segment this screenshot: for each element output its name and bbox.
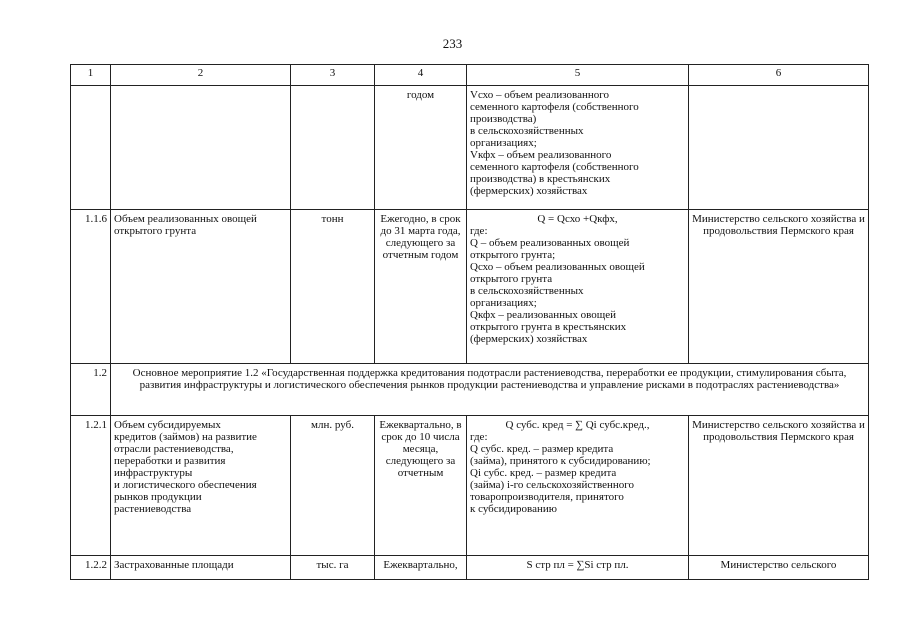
method-cell: Q субс. кред = ∑ Qi субс.кред., где: Q субс. кред. – размер кредита (займа), принятого к субсидированию; Qi субс. кред. – размер кредита (займа) i-го сельскохозяйственного товаропроизводителя, принятого к субсидированию — [467, 416, 689, 556]
header-col-6: 6 — [689, 65, 869, 86]
unit-cell: тонн — [291, 210, 375, 364]
period-cell: Ежеквартально, — [375, 556, 467, 580]
table-row-1-2 — [71, 364, 869, 416]
responsible-cell: Министерство сельского хозяйства и продовольствия Пермского края — [689, 210, 869, 364]
unit-cell: млн. руб. — [291, 416, 375, 556]
method-cell: Vсхо – объем реализованного семенного картофеля (собственного производства) в сельскохозяйственных организациях; Vкфх – объем реализованного семенного картофеля (собственного производства) в крестьянских (фермерских) хозяйствах — [467, 86, 689, 210]
period-cell: годом — [375, 86, 467, 210]
formula: Q субс. кред = ∑ Qi субс.кред., — [505, 419, 650, 431]
indicator-name: Объем субсидируемых кредитов (займов) на развитие отрасли растениеводства, переработки и развития инфраструктуры и логистического обеспечения рынков продукции растениеводства — [111, 416, 291, 556]
formula: S стр пл = ∑Si стр пл. — [467, 556, 689, 580]
row-number: 1.2.1 — [71, 416, 111, 556]
indicator-name: Объем реализованных овощей открытого грунта — [111, 210, 291, 364]
header-col-4: 4 — [375, 65, 467, 86]
table-row-1-1-6 — [71, 210, 869, 364]
header-col-1: 1 — [71, 65, 111, 86]
table-row-1-2-1 — [71, 416, 869, 556]
period-cell: Ежеквартально, в срок до 10 числа месяца, следующего за отчетным — [375, 416, 467, 556]
unit-cell: тыс. га — [291, 556, 375, 580]
indicator-name: Застрахованные площади — [111, 556, 291, 580]
period-cell: Ежегодно, в срок до 31 марта года, следующего за отчетным годом — [375, 210, 467, 364]
header-col-2: 2 — [111, 65, 291, 86]
section-title: Основное мероприятие 1.2 «Государственная поддержка кредитования подотрасли растениеводства, переработки ее продукции, стимулирования сбыта, развития инфраструктуры и логистического обеспечения рынков продукции растениеводства и управление рисками в подотраслях растениеводства» — [111, 364, 869, 416]
table-row-1-2-2 — [71, 556, 869, 580]
table-row-continued — [71, 86, 869, 210]
row-number: 1.2.2 — [71, 556, 111, 580]
row-number: 1.2 — [71, 364, 111, 416]
row-number: 1.1.6 — [71, 210, 111, 364]
header-row — [71, 65, 869, 86]
page-number: 233 — [442, 36, 463, 51]
indicators-table — [70, 64, 869, 580]
method-cell: Q = Qсхо +Qкфх, где: Q – объем реализованных овощей открытого грунта; Qсхо – объем реализованных овощей открытого грунта в сельскохозяйственных организациях; Qкфх – реализованных овощей открытого грунта в крестьянских (фермерских) хозяйствах — [467, 210, 689, 364]
responsible-cell: Министерство сельского хозяйства и продовольствия Пермского края — [689, 416, 869, 556]
header-col-5: 5 — [467, 65, 689, 86]
responsible-cell: Министерство сельского — [689, 556, 869, 580]
header-col-3: 3 — [291, 65, 375, 86]
formula: Q = Qсхо +Qкфх, — [537, 213, 618, 225]
